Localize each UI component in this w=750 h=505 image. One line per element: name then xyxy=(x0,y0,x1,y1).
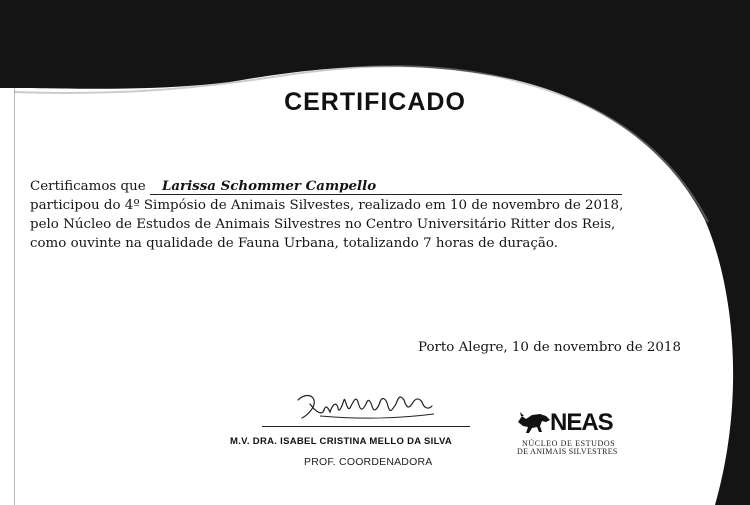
signer-name: M.V. DRA. ISABEL CRISTINA MELLO DA SILVA xyxy=(230,436,453,447)
animal-silhouette-icon xyxy=(516,410,552,436)
signer-role: PROF. COORDENADORA xyxy=(304,456,433,468)
logo-subtitle-1: NÚCLEO DE ESTUDOS xyxy=(522,439,616,448)
certificate-body xyxy=(30,177,710,253)
certificate-title: CERTIFICADO xyxy=(284,88,466,116)
body-line-2: participou do 4º Simpósio de Animais Silvestes, realizado em 10 de novembro de 2018, xyxy=(30,198,624,213)
body-line-3: pelo Núcleo de Estudos de Animais Silvestres no Centro Universitário Ritter dos Reis, xyxy=(30,217,616,232)
participant-name: Larissa Schommer Campello xyxy=(150,178,622,195)
logo-subtitle-2: DE ANIMAIS SILVESTRES xyxy=(517,447,618,456)
body-line-4: como ouvinte na qualidade de Fauna Urbana, totalizando 7 horas de duração. xyxy=(30,236,558,251)
intro-text: Certificamos que xyxy=(30,179,146,194)
handwritten-signature xyxy=(294,386,444,426)
body-line-1 xyxy=(30,177,710,196)
signature-line xyxy=(262,426,470,427)
logo-brand: NEAS xyxy=(550,409,613,436)
place-date: Porto Alegre, 10 de novembro de 2018 xyxy=(418,340,681,355)
